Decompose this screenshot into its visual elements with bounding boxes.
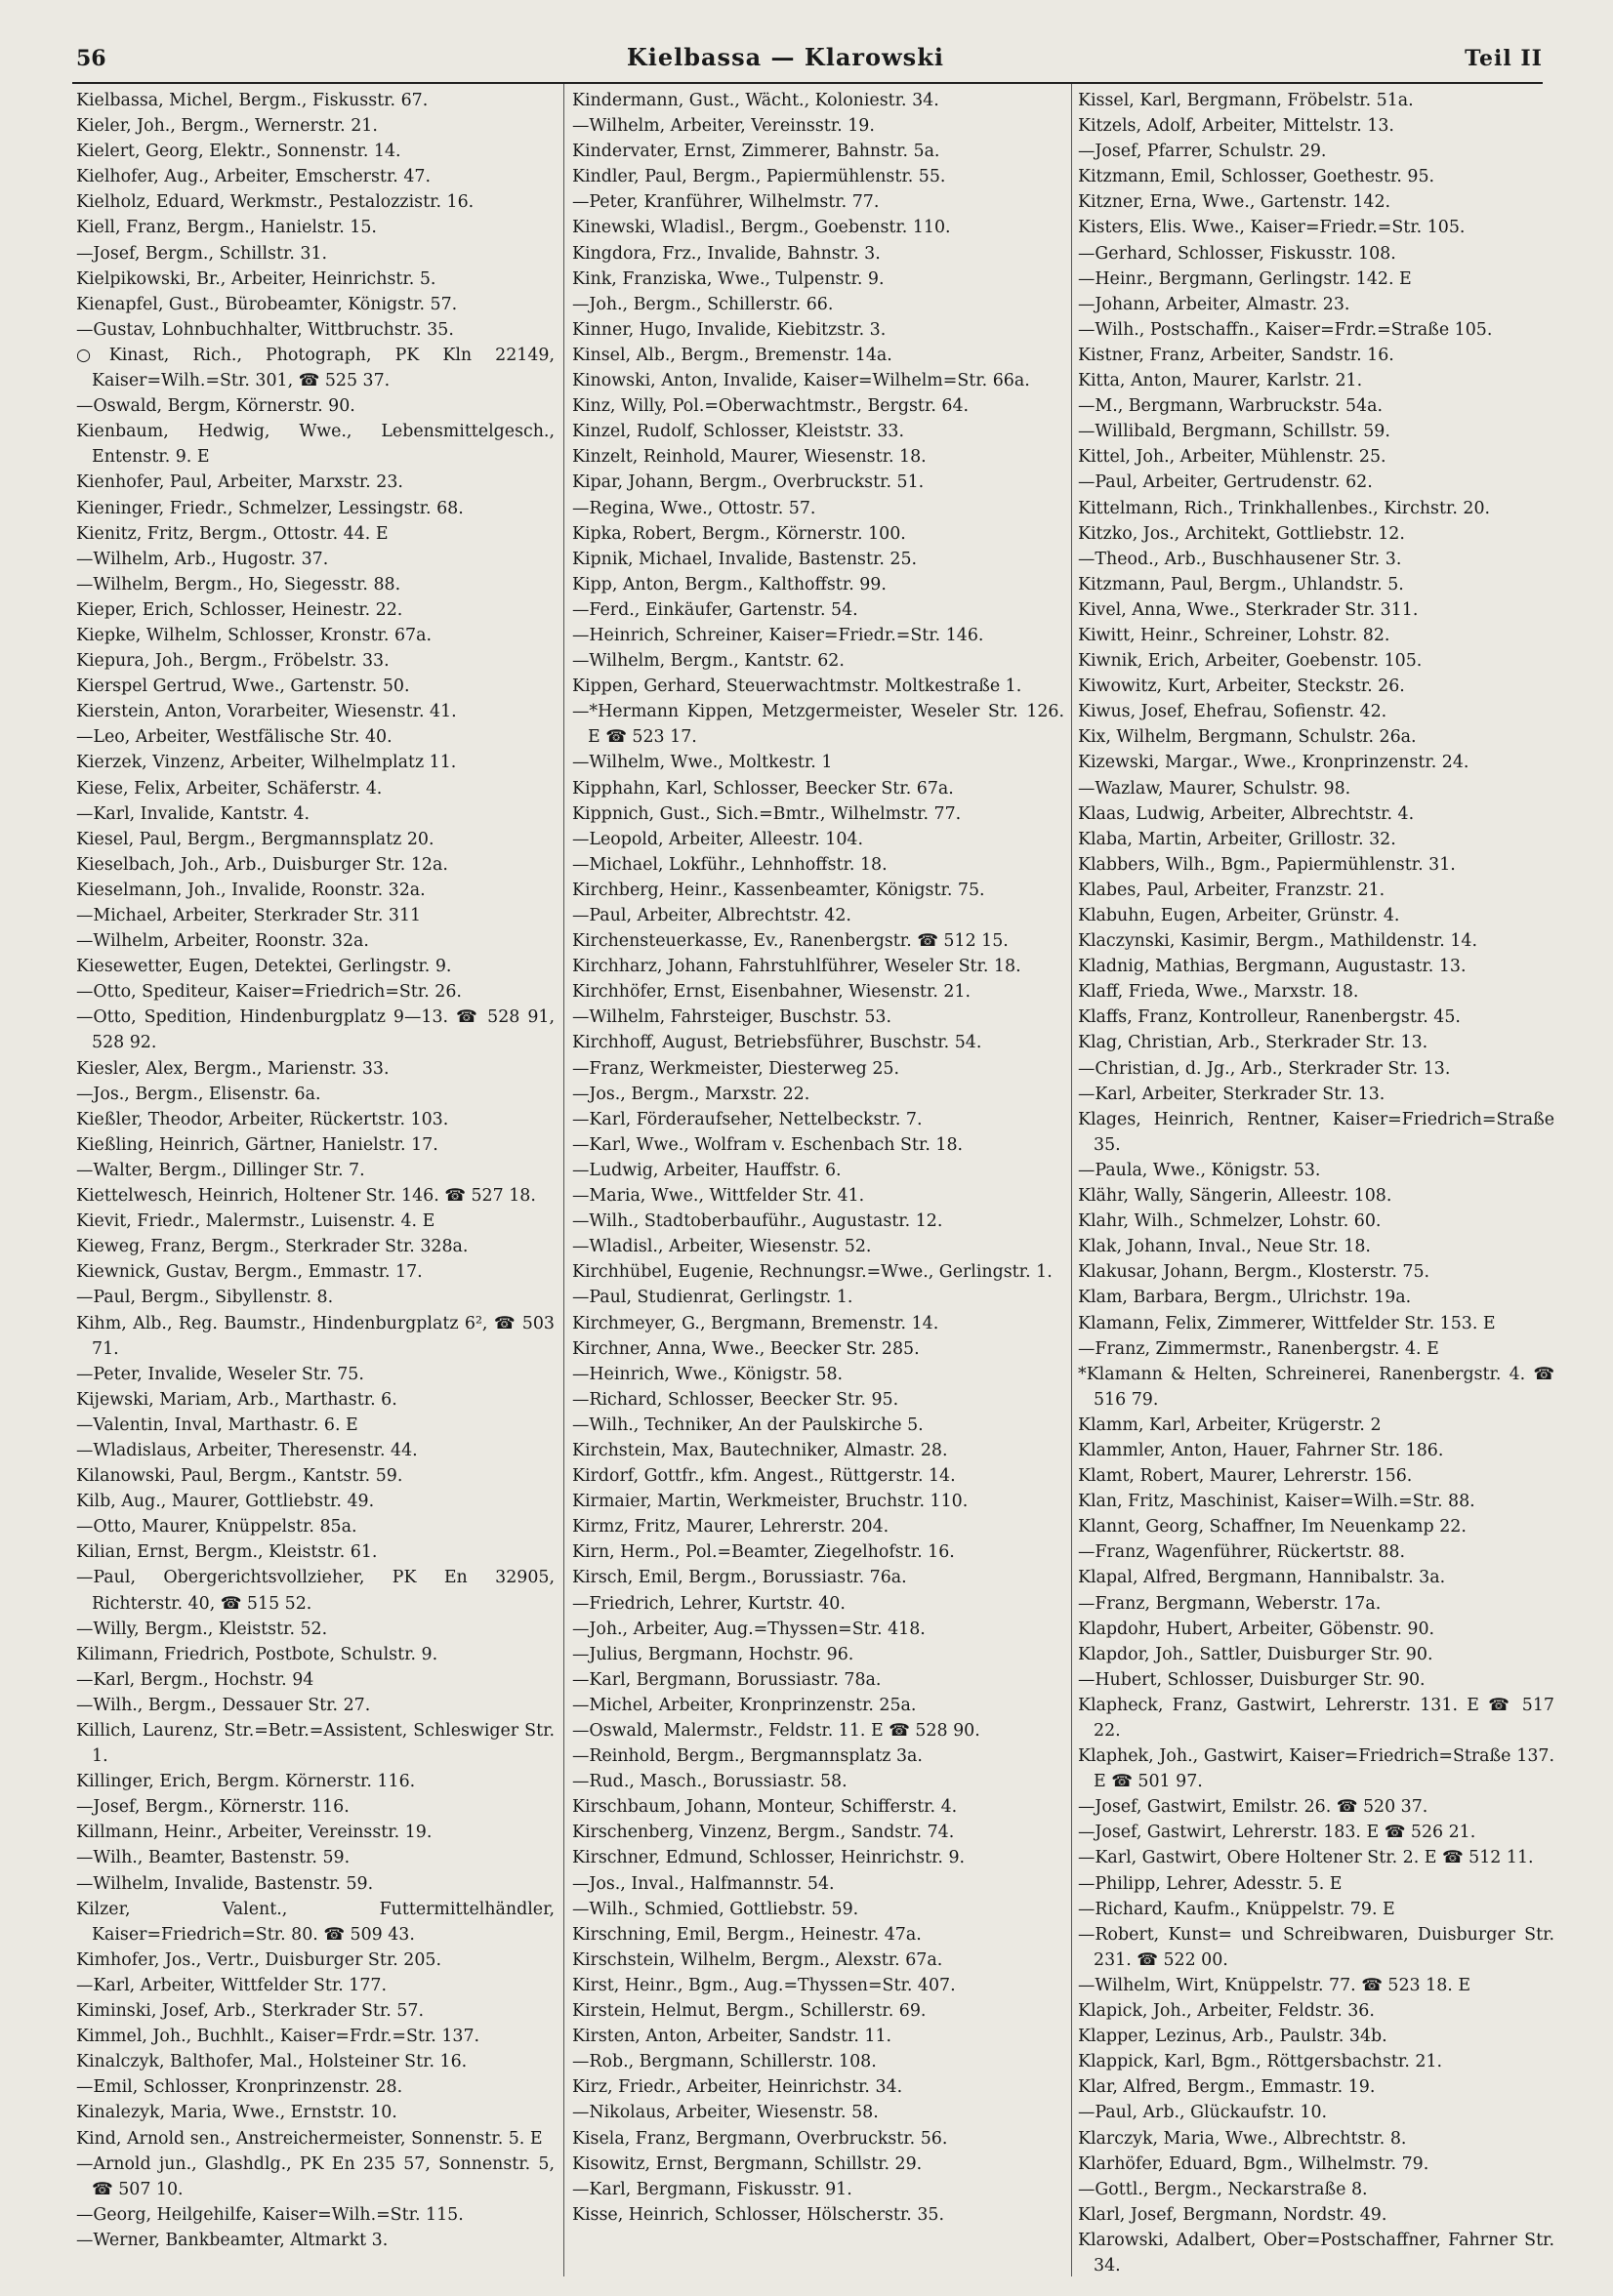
directory-entry: Kinner, Hugo, Invalide, Kiebitzstr. 3. xyxy=(572,319,887,340)
directory-entry: Kihm, Alb., Reg. Baumstr., Hindenburgplatz 6², ☎ 503 71. xyxy=(76,1313,555,1359)
directory-entry: Kitzmann, Paul, Bergm., Uhlandstr. 5. xyxy=(1078,574,1404,594)
directory-entry: Klapdor, Joh., Sattler, Duisburger Str. 90. xyxy=(1078,1644,1433,1664)
directory-entry: —Regina, Wwe., Ottostr. 57. xyxy=(572,498,816,518)
directory-entry: —Wilhelm, Arbeiter, Vereinsstr. 19. xyxy=(572,116,875,137)
directory-entry: —Wilh., Schmied, Gottliebstr. 59. xyxy=(572,1899,859,1919)
directory-entry: —Paul, Bergm., Sibyllenstr. 8. xyxy=(76,1288,334,1308)
directory-entry: Kirschbaum, Johann, Monteur, Schifferstr. 4. xyxy=(572,1797,958,1818)
directory-entry: Kirmaier, Martin, Werkmeister, Bruchstr. 110. xyxy=(572,1492,969,1512)
directory-entry: Kirchhoff, August, Betriebsführer, Buschstr. 54. xyxy=(572,1033,982,1053)
directory-entry: Klakusar, Johann, Bergm., Klosterstr. 75. xyxy=(1078,1262,1430,1283)
directory-entry: Kladnig, Mathias, Bergmann, Augustastr. 13. xyxy=(1078,957,1467,977)
directory-entry: —Michael, Arbeiter, Sterkrader Str. 311 xyxy=(76,906,422,925)
directory-entry: Kirst, Heinr., Bgm., Aug.=Thyssen=Str. 407. xyxy=(572,1975,956,1995)
directory-entry: —Wilh., Techniker, An der Paulskirche 5. xyxy=(572,1414,924,1435)
directory-entry: Klamm, Karl, Arbeiter, Krügerstr. 2 xyxy=(1078,1414,1382,1435)
directory-entry: Kiell, Franz, Bergm., Hanielstr. 15. xyxy=(76,218,377,238)
directory-entry: Kiwnik, Erich, Arbeiter, Goebenstr. 105. xyxy=(1078,651,1423,672)
directory-entry: Kirschstein, Wilhelm, Bergm., Alexstr. 67a. xyxy=(572,1949,943,1970)
directory-entry: Kipka, Robert, Bergm., Körnerstr. 100. xyxy=(572,523,906,544)
directory-entry: Kießling, Heinrich, Gärtner, Hanielstr. 17. xyxy=(76,1134,438,1155)
directory-entry: —Michael, Lokführ., Lehnhoffstr. 18. xyxy=(572,854,888,875)
directory-entry: Kiesewetter, Eugen, Detektei, Gerlingstr. 9. xyxy=(76,957,452,977)
directory-entry: Klaczynski, Kasimir, Bergm., Mathildenstr. 14. xyxy=(1078,931,1478,952)
directory-entry: —Josef, Bergm., Körnerstr. 116. xyxy=(76,1797,350,1818)
directory-entry: Kiepura, Joh., Bergm., Fröbelstr. 33. xyxy=(76,651,390,672)
directory-entry: Kitzmann, Emil, Schlosser, Goethestr. 95. xyxy=(1078,167,1435,187)
directory-entry: —Franz, Zimmermstr., Ranenbergstr. 4. E xyxy=(1078,1338,1439,1359)
directory-entry: Kitzko, Jos., Architekt, Gottliebstr. 12. xyxy=(1078,523,1405,544)
directory-entry: —Wilh., Stadtoberbauführ., Augustastr. 12. xyxy=(572,1211,943,1232)
directory-entry: —Gerhard, Schlosser, Fiskusstr. 108. xyxy=(1078,243,1396,264)
directory-entry: Klaffs, Franz, Kontrolleur, Ranenbergstr. 45. xyxy=(1078,1007,1461,1028)
directory-entry: Killinger, Erich, Bergm. Körnerstr. 116. xyxy=(76,1772,416,1792)
directory-entry: —Karl, Bergm., Hochstr. 94 xyxy=(76,1669,314,1690)
directory-entry: Kirchberg, Heinr., Kassenbeamter, Königstr. 75. xyxy=(572,880,985,900)
directory-entry: Kieninger, Friedr., Schmelzer, Lessingstr. 68. xyxy=(76,498,464,518)
directory-entry: —Werner, Bankbeamter, Altmarkt 3. xyxy=(76,2230,389,2250)
directory-entry: Kirchharz, Johann, Fahrstuhlführer, Weseler Str. 18. xyxy=(572,957,1021,977)
directory-entry: Klaff, Frieda, Wwe., Marxstr. 18. xyxy=(1078,982,1359,1003)
directory-entry: Kieselbach, Joh., Arb., Duisburger Str. 12a. xyxy=(76,854,448,875)
directory-entry: Kilanowski, Paul, Bergm., Kantstr. 59. xyxy=(76,1466,403,1487)
directory-entry: Kinalczyk, Balthofer, Mal., Holsteiner Str. 16. xyxy=(76,2052,468,2072)
directory-entry: Kipphahn, Karl, Schlosser, Beecker Str. 67a. xyxy=(572,778,954,799)
directory-entry: Kizewski, Margar., Wwe., Kronprinzenstr. 24. xyxy=(1078,753,1469,773)
directory-entry: Klapheck, Franz, Gastwirt, Lehrerstr. 131. E ☎ 517 22. xyxy=(1078,1695,1554,1741)
directory-entry: —Otto, Spediteur, Kaiser=Friedrich=Str. 26. xyxy=(76,982,462,1003)
directory-entry: Kirchensteuerkasse, Ev., Ranenbergstr. ☎ 512 15. xyxy=(572,931,1009,952)
directory-entry: Klannt, Georg, Schaffner, Im Neuenkamp 22. xyxy=(1078,1517,1467,1538)
column-separator xyxy=(1071,84,1072,2276)
directory-entry: —Josef, Gastwirt, Lehrerstr. 183. E ☎ 526 21. xyxy=(1078,1823,1476,1843)
directory-entry: Klamt, Robert, Maurer, Lehrerstr. 156. xyxy=(1078,1466,1413,1487)
directory-entry: Kilb, Aug., Maurer, Gottliebstr. 49. xyxy=(76,1492,375,1512)
directory-entry: Kienitz, Fritz, Bergm., Ottostr. 44. E xyxy=(76,523,389,544)
directory-entry: Kimmel, Joh., Buchhlt., Kaiser=Frdr.=Str. 137. xyxy=(76,2027,480,2047)
directory-entry: —Oswald, Bergm, Körnerstr. 90. xyxy=(76,396,355,417)
directory-entry: Kielert, Georg, Elektr., Sonnenstr. 14. xyxy=(76,142,401,162)
directory-entry: —Wazlaw, Maurer, Schulstr. 98. xyxy=(1078,778,1351,799)
directory-entry: —Reinhold, Bergm., Bergmannsplatz 3a. xyxy=(572,1746,923,1767)
directory-entry: Kirsch, Emil, Bergm., Borussiastr. 76a. xyxy=(572,1568,907,1588)
directory-entry: —Johann, Arbeiter, Almastr. 23. xyxy=(1078,294,1350,314)
directory-entry: —Hubert, Schlosser, Duisburger Str. 90. xyxy=(1078,1669,1426,1690)
directory-entry: —Peter, Kranführer, Wilhelmstr. 77. xyxy=(572,192,880,213)
directory-entry: Kielbassa, Michel, Bergm., Fiskusstr. 67. xyxy=(76,91,429,110)
directory-entry: Klaphek, Joh., Gastwirt, Kaiser=Friedrich=Straße 137. E ☎ 501 97. xyxy=(1078,1746,1554,1792)
directory-entry: Kierstein, Anton, Vorarbeiter, Wiesenstr. 41. xyxy=(76,702,457,722)
directory-entry: Kiesel, Paul, Bergm., Bergmannsplatz 20. xyxy=(76,829,434,849)
directory-entry: Kirchner, Anna, Wwe., Beecker Str. 285. xyxy=(572,1338,920,1359)
directory-entry: —Otto, Spedition, Hindenburgplatz 9—13. ☎ 528 91, 528 92. xyxy=(76,1007,555,1053)
directory-entry: —Arnold jun., Glashdlg., PK En 235 57, Sonnenstr. 5, ☎ 507 10. xyxy=(76,2153,555,2199)
directory-entry: Kingdora, Frz., Invalide, Bahnstr. 3. xyxy=(572,243,881,264)
directory-entry: —Josef, Bergm., Schillstr. 31. xyxy=(76,243,328,264)
column-separator xyxy=(563,84,564,2276)
directory-entry: —Wilhelm, Arb., Hugostr. 37. xyxy=(76,549,329,569)
directory-entry: Kierzek, Vinzenz, Arbeiter, Wilhelmplatz 11. xyxy=(76,753,457,773)
column-3 xyxy=(1078,88,1554,2275)
directory-entry: Kieper, Erich, Schlosser, Heinestr. 22. xyxy=(76,599,403,620)
directory-entry: Kirmz, Fritz, Maurer, Lehrerstr. 204. xyxy=(572,1517,889,1538)
directory-entry: —Nikolaus, Arbeiter, Wiesenstr. 58. xyxy=(572,2103,879,2123)
directory-entry: Klapal, Alfred, Bergmann, Hannibalstr. 3a. xyxy=(1078,1568,1446,1588)
directory-entry: Kissel, Karl, Bergmann, Fröbelstr. 51a. xyxy=(1078,91,1414,110)
directory-entry: —Wilhelm, Fahrsteiger, Buschstr. 53. xyxy=(572,1007,891,1028)
directory-entry: —Joh., Arbeiter, Aug.=Thyssen=Str. 418. xyxy=(572,1619,926,1639)
directory-entry: Kisse, Heinrich, Schlosser, Hölscherstr. 35. xyxy=(572,2204,945,2225)
directory-entry: Klarowski, Adalbert, Ober=Postschaffner, Fahrner Str. 34. xyxy=(1078,2230,1554,2275)
directory-entry: Kix, Wilhelm, Bergmann, Schulstr. 26a. xyxy=(1078,727,1417,748)
directory-entry: Kirchstein, Max, Bautechniker, Almastr. 28. xyxy=(572,1440,948,1460)
directory-entry: Kiepke, Wilhelm, Schlosser, Kronstr. 67a. xyxy=(76,625,433,645)
directory-entry: Kirschner, Edmund, Schlosser, Heinrichstr. 9. xyxy=(572,1848,966,1868)
directory-entry: —Walter, Bergm., Dillinger Str. 7. xyxy=(76,1160,365,1180)
directory-entry: —Gottl., Bergm., Neckarstraße 8. xyxy=(1078,2179,1368,2199)
directory-entry: Kiwowitz, Kurt, Arbeiter, Steckstr. 26. xyxy=(1078,676,1405,697)
directory-entry: —Wilhelm, Invalide, Bastenstr. 59. xyxy=(76,1873,374,1894)
directory-entry: —Karl, Gastwirt, Obere Holtener Str. 2. E ☎ 512 11. xyxy=(1078,1848,1534,1868)
directory-entry: Kirschning, Emil, Bergm., Heinestr. 47a. xyxy=(572,1924,922,1945)
directory-entry: ○Kinast, Rich., Photograph, PK Kln 22149, Kaiser=Wilh.=Str. 301, ☎ 525 37. xyxy=(76,345,555,391)
directory-entry: Kindler, Paul, Bergm., Papiermühlenstr. 55. xyxy=(572,167,946,187)
directory-entry: Kießler, Theodor, Arbeiter, Rückertstr. 103. xyxy=(76,1109,449,1129)
directory-entry: Klarczyk, Maria, Wwe., Albrechtstr. 8. xyxy=(1078,2128,1407,2149)
directory-entry: —Wilh., Beamter, Bastenstr. 59. xyxy=(76,1848,351,1868)
directory-entry: *Klamann & Helten, Schreinerei, Ranenbergstr. 4. ☎ 516 79. xyxy=(1078,1364,1554,1410)
directory-entry: Klag, Christian, Arb., Sterkrader Str. 13. xyxy=(1078,1033,1428,1053)
directory-entry: —Emil, Schlosser, Kronprinzenstr. 28. xyxy=(76,2077,403,2098)
directory-entry: —Heinrich, Schreiner, Kaiser=Friedr.=Str. 146. xyxy=(572,625,984,645)
directory-entry: Kind, Arnold sen., Anstreichermeister, Sonnenstr. 5. E xyxy=(76,2128,543,2149)
directory-entry: Kittelmann, Rich., Trinkhallenbes., Kirchstr. 20. xyxy=(1078,498,1491,518)
directory-entry: —Georg, Heilgehilfe, Kaiser=Wilh.=Str. 115. xyxy=(76,2204,464,2225)
directory-entry: —Paul, Arb., Glückaufstr. 10. xyxy=(1078,2103,1328,2123)
directory-entry: —Oswald, Malermstr., Feldstr. 11. E ☎ 528 90. xyxy=(572,1721,980,1741)
directory-entry: Kinzel, Rudolf, Schlosser, Kleiststr. 33. xyxy=(572,422,904,442)
directory-entry: Klapdohr, Hubert, Arbeiter, Göbenstr. 90. xyxy=(1078,1619,1435,1639)
page-number: 56 xyxy=(76,46,106,71)
directory-entry: Klammler, Anton, Hauer, Fahrner Str. 186. xyxy=(1078,1440,1444,1460)
directory-entry: Kisowitz, Ernst, Bergmann, Schillstr. 29. xyxy=(572,2153,923,2174)
directory-entry: —Julius, Bergmann, Hochstr. 96. xyxy=(572,1644,854,1664)
directory-entry: —Theod., Arb., Buschhausener Str. 3. xyxy=(1078,549,1402,569)
directory-entry: Kielholz, Eduard, Werkmstr., Pestalozzistr. 16. xyxy=(76,192,475,213)
directory-entry: Kirchhöfer, Ernst, Eisenbahner, Wiesenstr. 21. xyxy=(572,982,972,1003)
directory-entry: Killmann, Heinr., Arbeiter, Vereinsstr. 19. xyxy=(76,1823,433,1843)
directory-entry: Klarl, Josef, Bergmann, Nordstr. 49. xyxy=(1078,2204,1387,2225)
directory-entry: Kisters, Elis. Wwe., Kaiser=Friedr.=Str. 105. xyxy=(1078,218,1466,238)
directory-entry: Kiwitt, Heinr., Schreiner, Lohstr. 82. xyxy=(1078,625,1390,645)
directory-entry: Kitzner, Erna, Wwe., Gartenstr. 142. xyxy=(1078,192,1391,213)
directory-entry: —Christian, d. Jg., Arb., Sterkrader Str. 13. xyxy=(1078,1058,1451,1079)
directory-entry: —Wladislaus, Arbeiter, Theresenstr. 44. xyxy=(76,1440,418,1460)
directory-entry: —Karl, Invalide, Kantstr. 4. xyxy=(76,803,310,824)
directory-entry: —Joh., Bergm., Schillerstr. 66. xyxy=(572,294,834,314)
directory-entry: —Leo, Arbeiter, Westfälische Str. 40. xyxy=(76,727,393,748)
directory-entry: —Paul, Obergerichtsvollzieher, PK En 32905, Richterstr. 40, ☎ 515 52. xyxy=(76,1568,555,1614)
directory-entry: Kievit, Friedr., Malermstr., Luisenstr. 4. E xyxy=(76,1211,435,1232)
directory-entry: Kinsel, Alb., Bergm., Bremenstr. 14a. xyxy=(572,345,892,365)
directory-entry: —Willy, Bergm., Kleiststr. 52. xyxy=(76,1619,328,1639)
directory-entry: —Karl, Arbeiter, Sterkrader Str. 13. xyxy=(1078,1084,1386,1104)
directory-entry: —Ferd., Einkäufer, Gartenstr. 54. xyxy=(572,599,858,620)
directory-entry: Kirschenberg, Vinzenz, Bergm., Sandstr. 74. xyxy=(572,1823,955,1843)
directory-entry: Kirchhübel, Eugenie, Rechnungsr.=Wwe., Gerlingstr. 1. xyxy=(572,1262,1053,1283)
directory-entry: Kiwus, Josef, Ehefrau, Sofienstr. 42. xyxy=(1078,702,1387,722)
directory-entry: Klahr, Wilh., Schmelzer, Lohstr. 60. xyxy=(1078,1211,1382,1232)
directory-entry: Klappick, Karl, Bgm., Röttgersbachstr. 21. xyxy=(1078,2052,1443,2072)
directory-entry: Kirn, Herm., Pol.=Beamter, Ziegelhofstr. 16. xyxy=(572,1542,955,1563)
directory-entry: Kinowski, Anton, Invalide, Kaiser=Wilhelm=Str. 66a. xyxy=(572,371,1030,391)
directory-entry: Klar, Alfred, Bergm., Emmastr. 19. xyxy=(1078,2077,1376,2098)
directory-entry: Klak, Johann, Inval., Neue Str. 18. xyxy=(1078,1237,1371,1257)
directory-entry: —Rob., Bergmann, Schillerstr. 108. xyxy=(572,2052,877,2072)
directory-entry: —Jos., Bergm., Marxstr. 22. xyxy=(572,1084,810,1104)
directory-entry: Kittel, Joh., Arbeiter, Mühlenstr. 25. xyxy=(1078,447,1386,468)
directory-entry: Kienapfel, Gust., Bürobeamter, Königstr. 57. xyxy=(76,294,458,314)
directory-entry: —Franz, Bergmann, Weberstr. 17a. xyxy=(1078,1593,1382,1614)
directory-entry: —Karl, Arbeiter, Wittfelder Str. 177. xyxy=(76,1975,388,1995)
directory-entry: Kiettelwesch, Heinrich, Holtener Str. 146. ☎ 527 18. xyxy=(76,1186,536,1207)
directory-entry: —Ludwig, Arbeiter, Hauffstr. 6. xyxy=(572,1160,842,1180)
directory-entry: Kinzelt, Reinhold, Maurer, Wiesenstr. 18. xyxy=(572,447,927,468)
directory-entry: Klarhöfer, Eduard, Bgm., Wilhelmstr. 79. xyxy=(1078,2153,1429,2174)
directory-entry: Kinalezyk, Maria, Wwe., Ernststr. 10. xyxy=(76,2103,397,2123)
directory-entry: Klan, Fritz, Maschinist, Kaiser=Wilh.=Str. 88. xyxy=(1078,1492,1475,1512)
page-header xyxy=(76,43,1543,82)
directory-entry: —Richard, Kaufm., Knüppelstr. 79. E xyxy=(1078,1899,1395,1919)
directory-entry: —Paula, Wwe., Königstr. 53. xyxy=(1078,1160,1321,1180)
directory-entry: —Valentin, Inval, Marthastr. 6. E xyxy=(76,1414,358,1435)
part-label: Teil II xyxy=(1465,46,1543,71)
directory-entry: Kienbaum, Hedwig, Wwe., Lebensmittelgesch., Entenstr. 9. E xyxy=(76,422,555,468)
directory-entry: Kitta, Anton, Maurer, Karlstr. 21. xyxy=(1078,371,1363,391)
directory-entry: Kippen, Gerhard, Steuerwachtmstr. Moltkestraße 1. xyxy=(572,676,1022,697)
directory-entry: Klamann, Felix, Zimmerer, Wittfelder Str. 153. E xyxy=(1078,1313,1496,1333)
directory-entry: Klähr, Wally, Sängerin, Alleestr. 108. xyxy=(1078,1186,1392,1207)
directory-entry: Kienhofer, Paul, Arbeiter, Marxstr. 23. xyxy=(76,472,403,493)
directory-entry: Klapper, Lezinus, Arb., Paulstr. 34b. xyxy=(1078,2027,1387,2047)
directory-entry: —Leopold, Arbeiter, Alleestr. 104. xyxy=(572,829,864,849)
directory-entry: Kinz, Willy, Pol.=Oberwachtmstr., Bergstr. 64. xyxy=(572,396,970,417)
directory-entry: —Karl, Förderaufseher, Nettelbeckstr. 7. xyxy=(572,1109,923,1129)
directory-entry: Kipar, Johann, Bergm., Overbruckstr. 51. xyxy=(572,472,925,493)
directory-entry: Kinewski, Wladisl., Bergm., Goebenstr. 110. xyxy=(572,218,951,238)
directory-entry: Kirz, Friedr., Arbeiter, Heinrichstr. 34. xyxy=(572,2077,903,2098)
directory-entry: —Otto, Maurer, Knüppelstr. 85a. xyxy=(76,1517,357,1538)
directory-entry: Kieselmann, Joh., Invalide, Roonstr. 32a. xyxy=(76,880,426,900)
directory-entry: Kiminski, Josef, Arb., Sterkrader Str. 57. xyxy=(76,2001,425,2022)
directory-entry: —Paul, Arbeiter, Gertrudenstr. 62. xyxy=(1078,472,1373,493)
running-title: Kielbassa — Klarowski xyxy=(626,43,944,71)
directory-entry: Kielpikowski, Br., Arbeiter, Heinrichstr. 5. xyxy=(76,268,436,289)
column-2 xyxy=(572,88,1064,2275)
directory-entry: Kiese, Felix, Arbeiter, Schäferstr. 4. xyxy=(76,778,383,799)
directory-entry: Kindermann, Gust., Wächt., Koloniestr. 34. xyxy=(572,91,939,110)
directory-entry: Kilzer, Valent., Futtermittelhändler, Kaiser=Friedrich=Str. 80. ☎ 509 43. xyxy=(76,1899,555,1945)
directory-entry: Klapick, Joh., Arbeiter, Feldstr. 36. xyxy=(1078,2001,1375,2022)
directory-entry: Kieler, Joh., Bergm., Wernerstr. 21. xyxy=(76,116,378,137)
directory-entry: Kirdorf, Gottfr., kfm. Angest., Rüttgerstr. 14. xyxy=(572,1466,956,1487)
directory-entry: Kilian, Ernst, Bergm., Kleiststr. 61. xyxy=(76,1542,378,1563)
directory-entry: Klam, Barbara, Bergm., Ulrichstr. 19a. xyxy=(1078,1288,1412,1308)
directory-entry: Kirsten, Anton, Arbeiter, Sandstr. 11. xyxy=(572,2027,892,2047)
directory-entry: Kimhofer, Jos., Vertr., Duisburger Str. 205. xyxy=(76,1949,442,1970)
directory-entry: —Wilhelm, Bergm., Kantstr. 62. xyxy=(572,651,845,672)
directory-entry: Kirchmeyer, G., Bergmann, Bremenstr. 14. xyxy=(572,1313,939,1333)
directory-entry: —Michel, Arbeiter, Kronprinzenstr. 25a. xyxy=(572,1695,917,1715)
directory-entry: Kierspel Gertrud, Wwe., Gartenstr. 50. xyxy=(76,676,410,697)
directory-entry: Kijewski, Mariam, Arb., Marthastr. 6. xyxy=(76,1389,397,1410)
directory-entry: —Wilhelm, Wwe., Moltkestr. 1 xyxy=(572,753,833,773)
directory-entry: Klaba, Martin, Arbeiter, Grillostr. 32. xyxy=(1078,829,1396,849)
directory-entry: —Heinrich, Wwe., Königstr. 58. xyxy=(572,1364,844,1384)
directory-entry: Killich, Laurenz, Str.=Betr.=Assistent, Schleswiger Str. 1. xyxy=(76,1721,555,1767)
directory-entry: —Franz, Wagenführer, Rückertstr. 88. xyxy=(1078,1542,1406,1563)
directory-entry: —Wilhelm, Arbeiter, Roonstr. 32a. xyxy=(76,931,369,952)
directory-entry: —Gustav, Lohnbuchhalter, Wittbruchstr. 35. xyxy=(76,319,454,340)
directory-entry: Klages, Heinrich, Rentner, Kaiser=Friedrich=Straße 35. xyxy=(1078,1109,1554,1155)
directory-entry: —Heinr., Bergmann, Gerlingstr. 142. E xyxy=(1078,268,1412,289)
directory-entry: Kisela, Franz, Bergmann, Overbruckstr. 56. xyxy=(572,2128,948,2149)
directory-entry: —Josef, Pfarrer, Schulstr. 29. xyxy=(1078,142,1327,162)
directory-entry: —Paul, Studienrat, Gerlingstr. 1. xyxy=(572,1288,853,1308)
directory-entry: Kippnich, Gust., Sich.=Bmtr., Wilhelmstr. 77. xyxy=(572,803,962,824)
directory-entry: —Karl, Wwe., Wolfram v. Eschenbach Str. 18. xyxy=(572,1134,964,1155)
directory-entry: Klaas, Ludwig, Arbeiter, Albrechtstr. 4. xyxy=(1078,803,1415,824)
directory-entry: —Paul, Arbeiter, Albrechtstr. 42. xyxy=(572,906,851,925)
directory-entry: —Wilhelm, Wirt, Knüppelstr. 77. ☎ 523 18. E xyxy=(1078,1975,1471,1995)
directory-entry: —Rud., Masch., Borussiastr. 58. xyxy=(572,1772,848,1792)
directory-entry: Kindervater, Ernst, Zimmerer, Bahnstr. 5a. xyxy=(572,142,940,162)
column-1 xyxy=(76,88,555,2275)
directory-entry: —Philipp, Lehrer, Adesstr. 5. E xyxy=(1078,1873,1343,1894)
directory-entry: —Wilhelm, Bergm., Ho, Siegesstr. 88. xyxy=(76,574,401,594)
directory-entry: —Wladisl., Arbeiter, Wiesenstr. 52. xyxy=(572,1237,872,1257)
directory-entry: Klabbers, Wilh., Bgm., Papiermühlenstr. 31. xyxy=(1078,854,1456,875)
directory-entry: Kistner, Franz, Arbeiter, Sandstr. 16. xyxy=(1078,345,1394,365)
directory-entry: Kiewnick, Gustav, Bergm., Emmastr. 17. xyxy=(76,1262,423,1283)
directory-entry: —Maria, Wwe., Wittfelder Str. 41. xyxy=(572,1186,865,1207)
directory-entry: Kiesler, Alex, Bergm., Marienstr. 33. xyxy=(76,1058,390,1079)
directory-entry: Kink, Franziska, Wwe., Tulpenstr. 9. xyxy=(572,268,885,289)
directory-entry: Kirstein, Helmut, Bergm., Schillerstr. 69. xyxy=(572,2001,927,2022)
directory-entry: —Wilh., Postschaffn., Kaiser=Frdr.=Straße 105. xyxy=(1078,319,1493,340)
directory-entry: —Richard, Schlosser, Beecker Str. 95. xyxy=(572,1389,899,1410)
directory-entry: —Wilh., Bergm., Dessauer Str. 27. xyxy=(76,1695,371,1715)
directory-entry: Klabuhn, Eugen, Arbeiter, Grünstr. 4. xyxy=(1078,906,1400,925)
directory-entry: Kipp, Anton, Bergm., Kalthoffstr. 99. xyxy=(572,574,887,594)
directory-entry: —Josef, Gastwirt, Emilstr. 26. ☎ 520 37. xyxy=(1078,1797,1428,1818)
directory-entry: Kivel, Anna, Wwe., Sterkrader Str. 311. xyxy=(1078,599,1419,620)
directory-entry: Klabes, Paul, Arbeiter, Franzstr. 21. xyxy=(1078,880,1386,900)
directory-entry: Kitzels, Adolf, Arbeiter, Mittelstr. 13. xyxy=(1078,116,1394,137)
directory-entry: —Franz, Werkmeister, Diesterweg 25. xyxy=(572,1058,899,1079)
directory-entry: —Jos., Inval., Halfmannstr. 54. xyxy=(572,1873,835,1894)
directory-entry: —*Hermann Kippen, Metzgermeister, Weseler Str. 126. E ☎ 523 17. xyxy=(572,702,1064,748)
directory-entry: Kieweg, Franz, Bergm., Sterkrader Str. 328a. xyxy=(76,1237,469,1257)
directory-entry: —Peter, Invalide, Weseler Str. 75. xyxy=(76,1364,364,1384)
directory-entry: —Willibald, Bergmann, Schillstr. 59. xyxy=(1078,422,1390,442)
directory-entry: —Karl, Bergmann, Borussiastr. 78a. xyxy=(572,1669,882,1690)
directory-entry: Kipnik, Michael, Invalide, Bastenstr. 25. xyxy=(572,549,918,569)
directory-entry: —Jos., Bergm., Elisenstr. 6a. xyxy=(76,1084,321,1104)
directory-entry: —Robert, Kunst= und Schreibwaren, Duisburger Str. 231. ☎ 522 00. xyxy=(1078,1924,1554,1970)
directory-entry: —M., Bergmann, Warbruckstr. 54a. xyxy=(1078,396,1383,417)
directory-entry: —Friedrich, Lehrer, Kurtstr. 40. xyxy=(572,1593,846,1614)
directory-entry: Kielhofer, Aug., Arbeiter, Emscherstr. 47. xyxy=(76,167,432,187)
header-rule xyxy=(72,82,1543,84)
directory-entry: Kilimann, Friedrich, Postbote, Schulstr. 9. xyxy=(76,1644,438,1664)
directory-entry: —Karl, Bergmann, Fiskusstr. 91. xyxy=(572,2179,852,2199)
